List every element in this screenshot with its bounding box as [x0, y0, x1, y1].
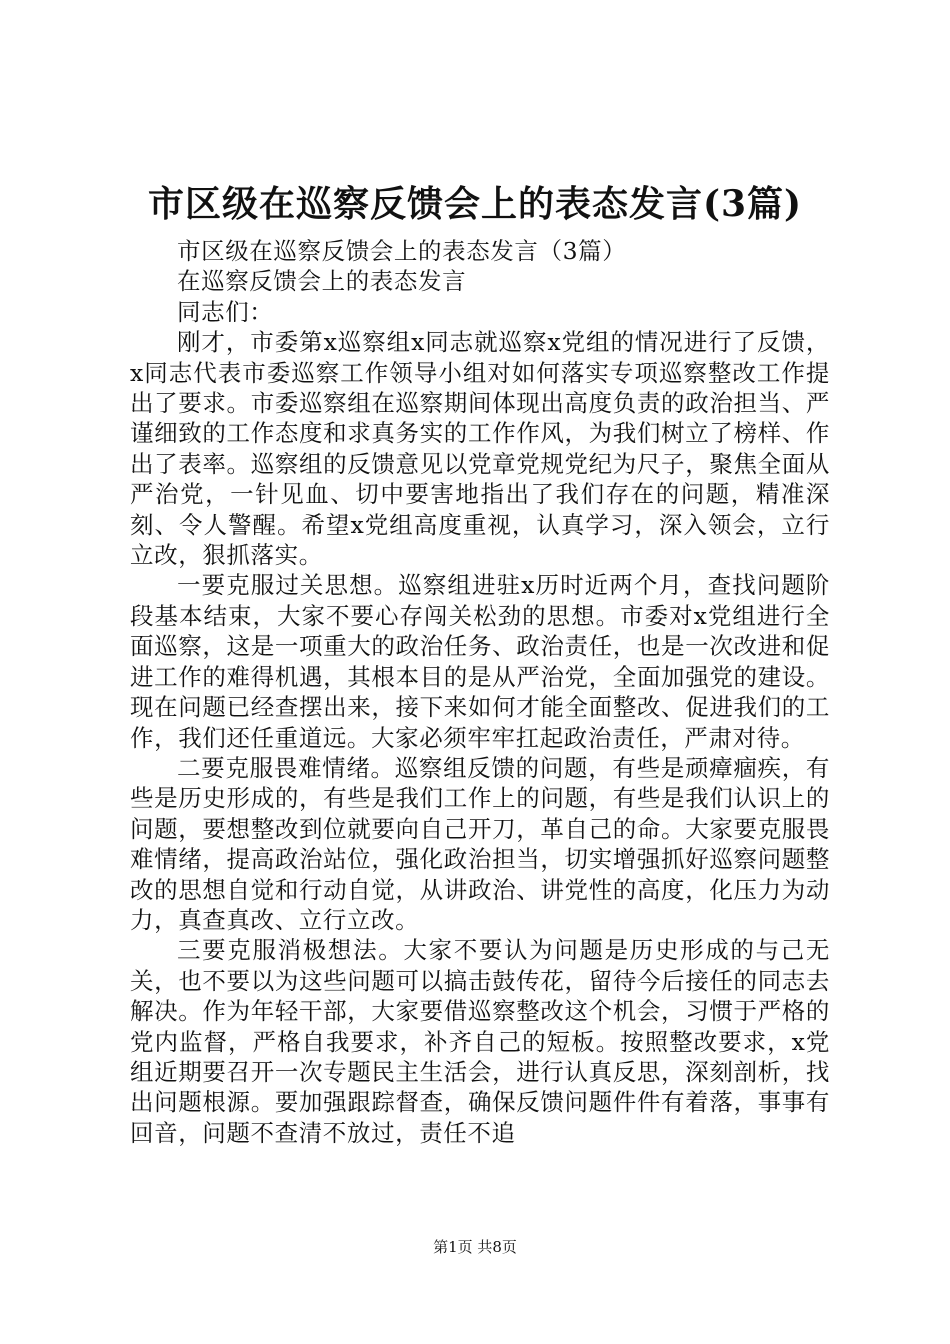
page-footer: 第1页 共8页: [433, 1238, 517, 1256]
document-subtitle: 市区级在巡察反馈会上的表态发言（3篇）: [177, 237, 627, 265]
paragraph-opening: 刚才，市委第x巡察组x同志就巡察x党组的情况进行了反馈，x同志代表市委巡察工作领导小组对如何落实专项巡察整改工作提出了要求。市委巡察组在巡察期间体现出高度负责的政治担当、严谨细致的工作态度和求真务实的工作作风，为我们树立了榜样、作出了表率。巡察组的反馈意见以党章党规党纪为尺子，聚焦全面从严治党，一针见血、切中要害地指出了我们存在的问题，精准深刻、令人警醒。希望x党组高度重视，认真学习，深入领会，立行立改，狠抓落实。: [130, 328, 830, 570]
paragraph-point-three: 三要克服消极想法。大家不要认为问题是历史形成的与己无关，也不要以为这些问题可以搞击鼓传花，留待今后接任的同志去解决。作为年轻干部，大家要借巡察整改这个机会，习惯于严格的党内监督，严格自我要求，补齐自己的短板。按照整改要求，x党组近期要召开一次专题民主生活会，进行认真反思，深刻剖析，找出问题根源。要加强跟踪督查，确保反馈问题件件有着落，事事有回音，问题不查清不放过，责任不追: [130, 936, 830, 1147]
greeting: 同志们：: [177, 297, 274, 326]
paragraph-point-two: 二要克服畏难情绪。巡察组反馈的问题，有些是顽瘴痼疾，有些是历史形成的，有些是我们工作上的问题，有些是我们认识上的问题，要想整改到位就要向自己开刀，革自己的命。大家要克服畏难情绪，提高政治站位，强化政治担当，切实增强抓好巡察问题整改的思想自觉和行动自觉，从讲政治、讲党性的高度，化压力为动力，真查真改、立行立改。: [130, 753, 830, 934]
document-body: [130, 236, 830, 1148]
document-title: 市区级在巡察反馈会上的表态发言(3篇): [147, 183, 803, 225]
speech-title: 在巡察反馈会上的表态发言: [177, 267, 467, 296]
paragraph-point-one: 一要克服过关思想。巡察组进驻x历时近两个月，查找问题阶段基本结束，大家不要心存闯关松劲的思想。市委对x党组进行全面巡察，这是一项重大的政治任务、政治责任，也是一次改进和促进工作的难得机遇，其根本目的是从严治党，全面加强党的建设。现在问题已经查摆出来，接下来如何才能全面整改、促进我们的工作，我们还任重道远。大家必须牢牢扛起政治责任，严肃对待。: [130, 571, 830, 752]
